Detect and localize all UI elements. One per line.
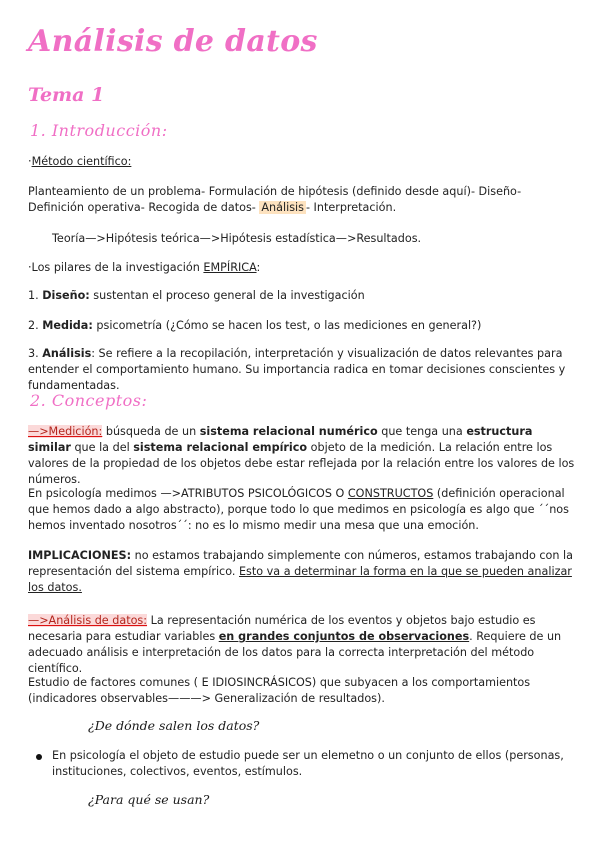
bullet-dot-icon xyxy=(36,754,42,760)
underlined-span: Esto va a determinar la forma en la que se pueden analizar los datos. xyxy=(28,565,572,594)
planteamiento-paragraph xyxy=(28,184,576,216)
pilar-label: Diseño: xyxy=(42,289,90,302)
section-heading-conceptos: 2. Conceptos: xyxy=(30,391,148,410)
implicaciones-paragraph xyxy=(28,548,576,596)
bold-underlined-span: en grandes conjuntos de observaciones xyxy=(218,630,470,643)
empirica-word: EMPÍRICA xyxy=(203,261,257,274)
text-span: . Requiere de un adecuado análisis e interpretación de los datos para la correcta interpretación del método científico. xyxy=(28,630,562,675)
pilar-diseno xyxy=(28,288,576,304)
constructos-word: CONSTRUCTOS xyxy=(347,487,434,500)
pilares-colon: : xyxy=(256,261,261,274)
text-span: búsqueda de un xyxy=(102,425,200,438)
pilar-text: psicometría (¿Cómo se hacen los test, o las mediciones en general?) xyxy=(92,319,482,332)
text-span: que tenga una xyxy=(377,425,467,438)
page-title: Análisis de datos xyxy=(28,24,318,59)
pilar-number: 1. xyxy=(28,289,43,302)
pilar-label: Medida: xyxy=(42,319,93,332)
question-de-donde: ¿De dónde salen los datos? xyxy=(88,718,260,733)
text-span: En psicología medimos —>ATRIBUTOS PSICOLÓGICOS O xyxy=(28,487,348,500)
medicion-paragraph xyxy=(28,424,576,488)
text-span: no estamos trabajando simplemente con números, estamos trabajando con la representación del sistema empírico. xyxy=(28,549,573,578)
text-span: que la del xyxy=(70,441,134,454)
psicologia-paragraph xyxy=(28,486,576,534)
pilar-number: 2. xyxy=(28,319,43,332)
analisis-datos-label: —>Análisis de datos: xyxy=(28,614,148,627)
pilar-number: 3. xyxy=(28,347,43,360)
pilar-analisis xyxy=(28,346,576,394)
pilares-text: ·Los pilares de la investigación xyxy=(28,261,204,274)
section-heading-introduccion: 1. Introducción: xyxy=(30,121,168,140)
metodo-label: Método científico: xyxy=(31,155,132,168)
bold-span: sistema relacional empírico xyxy=(133,441,308,454)
estudio-paragraph: Estudio de factores comunes ( E IDIOSINCRÁSICOS) que subyacen a los comportamientos (indicadores observables———> Generalización de resultados). xyxy=(28,676,531,705)
subtitle-tema: Tema 1 xyxy=(28,84,105,106)
bold-span: estructura similar xyxy=(28,425,533,454)
bullet-prefix: · xyxy=(28,155,32,168)
pilar-medida xyxy=(28,318,576,334)
metodo-cientifico-label xyxy=(28,154,576,170)
bold-span: sistema relacional numérico xyxy=(199,425,378,438)
text-span: (definición operacional que hemos dado a algo abstracto), porque todo lo que medimos en psicología es algo que ´´nos hemos inventado nosotros´´: no es lo mismo medir una mesa que una emoción. xyxy=(28,487,569,532)
teoria-line: Teoría—>Hipótesis teórica—>Hipótesis estadística—>Resultados. xyxy=(52,232,422,245)
pilar-label: Análisis xyxy=(42,347,92,360)
text-span: La representación numérica de los eventos y objetos bajo estudio es necesaria para estudiar variables xyxy=(28,614,536,643)
pilar-text: sustentan el proceso general de la investigación xyxy=(89,289,365,302)
pilares-line xyxy=(28,260,576,276)
bullet-item: En psicología el objeto de estudio puede ser un elemetno o un conjunto de ellos (personas, instituciones, colectivos, eventos, estímulos. xyxy=(52,749,564,778)
highlight-analisis: Análisis xyxy=(261,201,304,214)
question-para-que: ¿Para qué se usan? xyxy=(88,792,210,807)
pilar-text: : Se refiere a la recopilación, interpretación y visualización de datos relevantes para entender el comportamiento humano. Su importancia radica en tomar decisiones conscientes y fundamentadas. xyxy=(28,347,566,392)
planteamiento-text: Planteamiento de un problema- Formulación de hipótesis (definido desde aquí)- Diseño- Definición operativa- Recogida de datos- xyxy=(28,185,522,214)
text-span: objeto de la medición. La relación entre los valores de la propiedad de los objetos debe estar reflejada por la relación entre los valores de los números. xyxy=(28,441,575,486)
analisis-datos-paragraph xyxy=(28,613,576,677)
planteamiento-end: - Interpretación. xyxy=(305,201,397,214)
medicion-label: —>Medición: xyxy=(28,425,103,438)
implicaciones-label: IMPLICACIONES: xyxy=(28,549,132,562)
